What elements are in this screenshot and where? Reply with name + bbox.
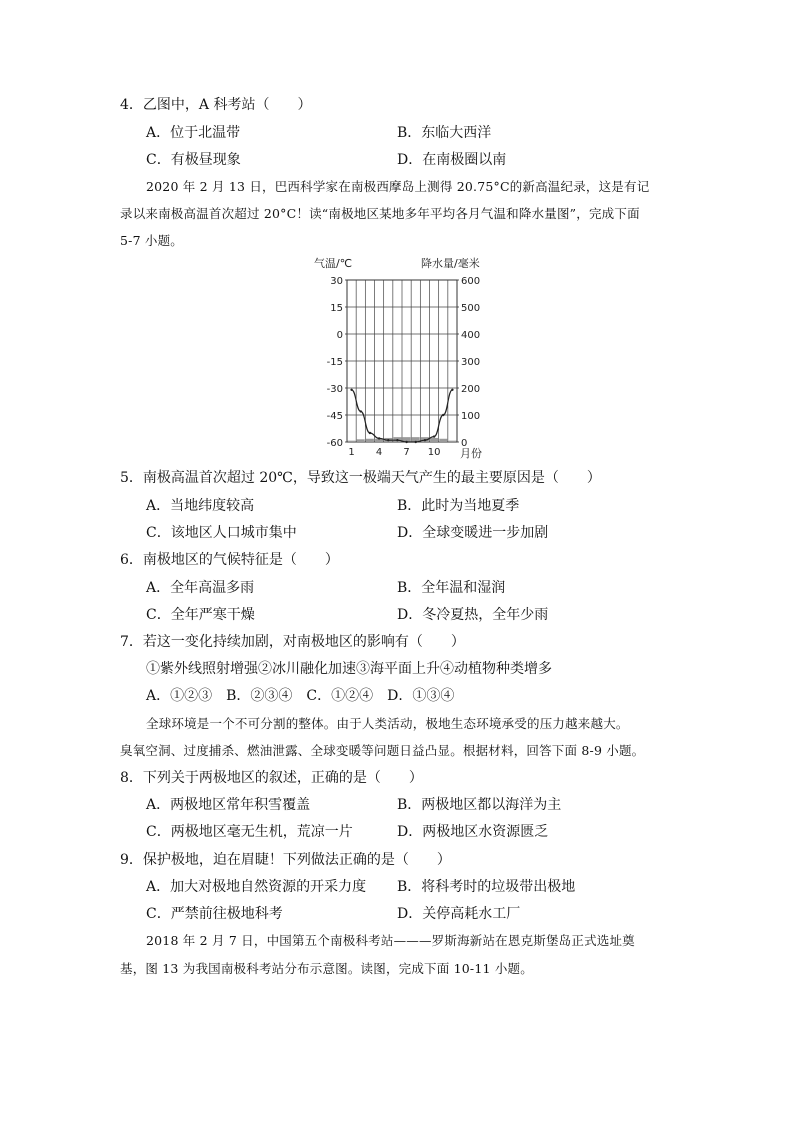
q4-option-d: D．在南极圈以南 <box>397 152 507 168</box>
q6-option-b: B．全年温和湿润 <box>397 580 506 596</box>
y-left-tick-label: -45 <box>326 411 343 422</box>
x-tick-label: 7 <box>403 447 410 458</box>
chart-left-axis-label: 气温/℃ <box>314 257 353 270</box>
temperature-point <box>424 439 426 441</box>
q4-option-a: A．位于北温带 <box>146 125 241 141</box>
question-5-stem: 5．南极高温首次超过 20℃，导致这一极端天气产生的最主要原因是（ ） <box>120 470 601 486</box>
q5-option-a: A．当地纬度较高 <box>146 498 255 514</box>
temperature-point <box>387 439 389 441</box>
q8-option-a: A．两极地区常年积雪覆盖 <box>146 797 311 813</box>
passage-2-line-2: 臭氧空洞、过度捕杀、燃油泄露、全球变暖等问题日益凸显。根据材料，回答下面 8-9 小题。 <box>120 743 645 758</box>
question-4-stem: 4．乙图中，A 科考站（ ） <box>120 97 312 113</box>
climate-chart <box>300 255 490 460</box>
q8-option-c: C．两极地区毫无生机，荒凉一片 <box>146 824 353 840</box>
q6-option-d: D．冬冷夏热，全年少雨 <box>397 607 549 623</box>
y-left-tick-label: 0 <box>336 330 343 341</box>
q9-option-c: C．严禁前往极地科考 <box>146 906 283 922</box>
q9-option-d: D．关停高耗水工厂 <box>397 906 521 922</box>
temperature-point <box>405 441 407 443</box>
precipitation-bar <box>348 441 356 442</box>
question-7-stem: 7．若这一变化持续加剧，对南极地区的影响有（ ） <box>120 634 465 650</box>
temperature-point <box>369 432 371 434</box>
question-9-stem: 9．保护极地，迫在眉睫！下列做法正确的是（ ） <box>120 852 451 868</box>
q4-option-c: C．有极昼现象 <box>146 152 241 168</box>
passage-1-line-3: 5-7 小题。 <box>120 233 184 248</box>
y-left-tick-label: -60 <box>326 438 343 449</box>
temperature-point <box>378 437 380 439</box>
passage-3-line-2: 基，图 13 为我国南极科考站分布示意图。读图，完成下面 10-11 小题。 <box>120 961 533 976</box>
passage-3-line-1: 2018 年 2 月 7 日，中国第五个南极科考站———罗斯海新站在恩克斯堡岛正式选址奠 <box>146 933 635 948</box>
q5-option-d: D．全球变暖进一步加剧 <box>397 525 549 541</box>
q6-option-c: C．全年严寒干燥 <box>146 607 255 623</box>
temperature-point <box>415 441 417 443</box>
q6-option-a: A．全年高温多雨 <box>146 580 255 596</box>
y-right-tick-label: 0 <box>461 438 468 449</box>
y-left-tick-label: -15 <box>326 357 343 368</box>
q7-statements: ①紫外线照射增强②冰川融化加速③海平面上升④动植物种类增多 <box>146 661 552 677</box>
y-left-tick-label: -30 <box>326 384 343 395</box>
precipitation-bar <box>448 441 456 442</box>
chart-x-axis-label: 月份 <box>460 447 482 460</box>
q9-option-b: B．将科考时的垃圾带出极地 <box>397 879 576 895</box>
q4-option-b: B．东临大西洋 <box>397 125 492 141</box>
precipitation-bar <box>357 439 365 442</box>
q8-option-b: B．两极地区都以海洋为主 <box>397 797 562 813</box>
question-6-stem: 6．南极地区的气候特征是（ ） <box>120 552 339 568</box>
chart-right-axis-label: 降水量/毫米 <box>421 257 480 270</box>
q8-option-d: D．两极地区水资源匮乏 <box>397 824 549 840</box>
passage-2-line-1: 全球环境是一个不可分割的整体。由于人类活动，极地生态环境承受的压力越来越大。 <box>146 716 629 731</box>
q7-options: A．①②③ B．②③④ C．①②④ D．①③④ <box>146 688 455 704</box>
y-right-tick-label: 200 <box>461 384 481 395</box>
y-left-tick-label: 30 <box>330 276 343 287</box>
temperature-point <box>451 389 453 391</box>
x-tick-label: 10 <box>427 447 441 458</box>
temperature-point <box>433 435 435 437</box>
temperature-point <box>360 410 362 412</box>
passage-1-line-1: 2020 年 2 月 13 日，巴西科学家在南极西摩岛上测得 20.75°C的新高温纪录，这是有记 <box>146 179 650 194</box>
y-left-tick-label: 15 <box>330 303 343 314</box>
precipitation-bar <box>439 439 447 442</box>
y-right-tick-label: 400 <box>461 330 481 341</box>
temperature-point <box>396 439 398 441</box>
precipitation-bar <box>366 439 374 442</box>
q5-option-c: C．该地区人口城市集中 <box>146 525 297 541</box>
passage-1-line-2: 录以来南极高温首次超过 20°C！读“南极地区某地多年平均各月气温和降水量图”，完成下面 <box>120 206 640 221</box>
y-right-tick-label: 600 <box>461 276 481 287</box>
q5-option-b: B．此时为当地夏季 <box>397 498 520 514</box>
y-right-tick-label: 500 <box>461 303 481 314</box>
x-tick-label: 4 <box>375 447 383 458</box>
q9-option-a: A．加大对极地自然资源的开采力度 <box>146 879 367 895</box>
temperature-point <box>442 414 444 416</box>
y-right-tick-label: 300 <box>461 357 481 368</box>
precipitation-bar <box>430 438 438 442</box>
y-right-tick-label: 100 <box>461 411 481 422</box>
x-tick-label: 1 <box>348 447 355 458</box>
temperature-point <box>350 389 352 391</box>
question-8-stem: 8．下列关于两极地区的叙述，正确的是（ ） <box>120 770 423 786</box>
